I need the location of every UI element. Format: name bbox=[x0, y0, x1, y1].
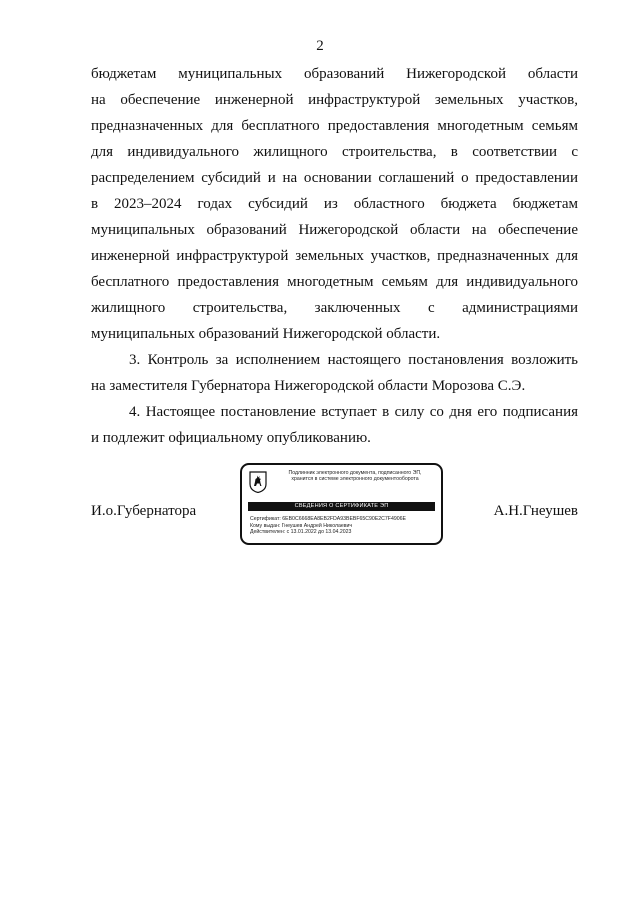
signatory-name: А.Н.Гнеушев bbox=[493, 503, 578, 519]
body-line: предназначенных для бесплатного предоставления многодетным семьям bbox=[91, 118, 578, 134]
stamp-header-line: Подлинник электронного документа, подписанного ЭП, bbox=[288, 470, 422, 476]
body-line: муниципальных образований Нижегородской области. bbox=[91, 326, 441, 342]
certificate-validity: Действителен: с 13.01.2022 до 13.04.2023 bbox=[250, 529, 352, 535]
stamp-header-line: хранится в системе электронного документооборота bbox=[291, 476, 419, 483]
body-line: 4. Настоящее постановление вступает в силу со дня его подписания bbox=[129, 404, 578, 420]
body-line: и подлежит официальному опубликованию. bbox=[91, 430, 371, 446]
document-body bbox=[91, 61, 578, 451]
body-line: инженерной инфраструктурой земельных участков, предназначенных для bbox=[91, 248, 578, 264]
body-line: муниципальных образований Нижегородской области на обеспечение bbox=[91, 222, 578, 238]
signatory-title: И.о.Губернатора bbox=[91, 503, 197, 519]
stamp-header bbox=[272, 470, 438, 483]
page-number: 2 bbox=[316, 38, 324, 54]
body-line: на обеспечение инженерной инфраструктурой земельных участков, bbox=[91, 92, 578, 108]
body-line: распределением субсидий и на основании соглашений о предоставлении bbox=[91, 170, 578, 186]
body-line: жилищного строительства, заключенных с администрациями bbox=[91, 300, 578, 316]
certificate-serial: Сертификат: 6EB0C6668EA8EB2FDA93BEBF65C90E2C7F4906E bbox=[250, 516, 406, 522]
stamp-certificate-details bbox=[250, 516, 438, 536]
body-line: для индивидуального жилищного строительства, в соответствии с bbox=[91, 144, 578, 160]
signature-block bbox=[91, 463, 578, 549]
electronic-signature-stamp bbox=[240, 463, 443, 545]
body-line: 3. Контроль за исполнением настоящего постановления возложить bbox=[129, 352, 578, 368]
body-line: бесплатного предоставления многодетным семьям для индивидуального bbox=[91, 274, 578, 290]
body-line: бюджетам муниципальных образований Нижегородской области bbox=[91, 66, 578, 82]
body-line: в 2023–2024 годах субсидий из областного бюджета бюджетам bbox=[91, 196, 578, 212]
deer-coat-of-arms-icon bbox=[249, 471, 267, 493]
stamp-certificate-bar: СВЕДЕНИЯ О СЕРТИФИКАТЕ ЭП bbox=[248, 502, 435, 511]
certificate-owner: Кому выдан: Гнеушев Андрей Николаевич bbox=[250, 522, 353, 529]
body-line: на заместителя Губернатора Нижегородской области Морозова С.Э. bbox=[91, 378, 526, 394]
